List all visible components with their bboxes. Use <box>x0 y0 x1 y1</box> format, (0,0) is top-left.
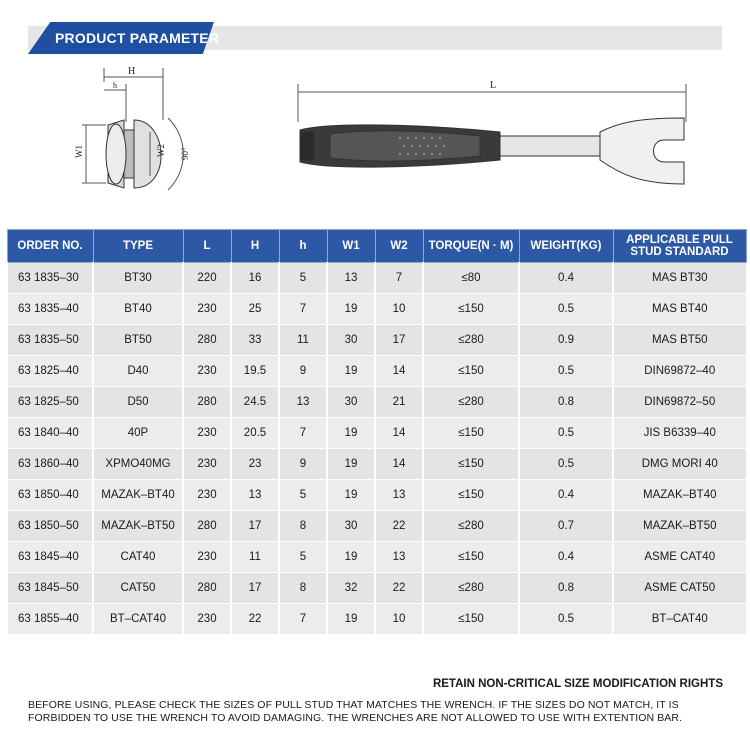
table-cell: DMG MORI 40 <box>613 449 746 480</box>
table-cell: ASME CAT40 <box>613 542 746 573</box>
table-cell: 33 <box>231 325 279 356</box>
table-cell: 40P <box>93 418 183 449</box>
table-cell: ≤150 <box>423 480 519 511</box>
table-cell: 63 1840–40 <box>7 418 93 449</box>
table-cell: 13 <box>375 480 423 511</box>
table-cell: CAT40 <box>93 542 183 573</box>
table-cell: MAZAK–BT50 <box>613 511 746 542</box>
table-cell: 14 <box>375 449 423 480</box>
table-cell: 13 <box>279 387 327 418</box>
table-cell: 13 <box>231 480 279 511</box>
table-cell: 7 <box>279 418 327 449</box>
table-cell: 30 <box>327 387 375 418</box>
table-cell: 0.9 <box>519 325 613 356</box>
table-cell: ≤150 <box>423 449 519 480</box>
table-cell: 10 <box>375 604 423 635</box>
table-cell: ≤280 <box>423 387 519 418</box>
table-cell: CAT50 <box>93 573 183 604</box>
table-cell: 7 <box>279 294 327 325</box>
table-cell: MAS BT30 <box>613 263 746 294</box>
table-cell: 63 1825–40 <box>7 356 93 387</box>
table-cell: 63 1835–30 <box>7 263 93 294</box>
table-cell: ≤150 <box>423 356 519 387</box>
table-cell: 9 <box>279 449 327 480</box>
table-cell: 63 1855–40 <box>7 604 93 635</box>
table-row <box>7 325 746 356</box>
table-cell: ASME CAT50 <box>613 573 746 604</box>
table-cell: MAS BT40 <box>613 294 746 325</box>
column-header: L <box>183 230 231 263</box>
wrench-diagram <box>0 60 750 220</box>
table-cell: 230 <box>183 480 231 511</box>
table-cell: 10 <box>375 294 423 325</box>
table-cell: BT40 <box>93 294 183 325</box>
table-cell: ≤80 <box>423 263 519 294</box>
table-cell: 0.5 <box>519 294 613 325</box>
table-cell: D50 <box>93 387 183 418</box>
table-cell: D40 <box>93 356 183 387</box>
table-row <box>7 418 746 449</box>
spec-table <box>6 229 747 635</box>
table-cell: 63 1845–40 <box>7 542 93 573</box>
table-cell: 19 <box>327 449 375 480</box>
table-row <box>7 573 746 604</box>
table-cell: 19 <box>327 294 375 325</box>
table-cell: 22 <box>375 573 423 604</box>
table-cell: 63 1825–50 <box>7 387 93 418</box>
table-cell: 19 <box>327 480 375 511</box>
table-cell: ≤150 <box>423 418 519 449</box>
table-cell: MAZAK–BT50 <box>93 511 183 542</box>
table-cell: 9 <box>279 356 327 387</box>
column-header: TYPE <box>93 230 183 263</box>
table-cell: 230 <box>183 356 231 387</box>
table-cell: ≤150 <box>423 294 519 325</box>
table-cell: 230 <box>183 542 231 573</box>
table-cell: 17 <box>375 325 423 356</box>
table-cell: 30 <box>327 511 375 542</box>
table-cell: 5 <box>279 542 327 573</box>
table-row <box>7 356 746 387</box>
table-cell: 25 <box>231 294 279 325</box>
table-cell: 0.5 <box>519 449 613 480</box>
page-title: PRODUCT PARAMETER <box>55 30 220 46</box>
table-body <box>7 263 746 635</box>
table-cell: 21 <box>375 387 423 418</box>
table-cell: 0.4 <box>519 263 613 294</box>
table-cell: 32 <box>327 573 375 604</box>
table-cell: 19 <box>327 542 375 573</box>
table-cell: 19 <box>327 604 375 635</box>
table-cell: JIS B6339–40 <box>613 418 746 449</box>
table-cell: 13 <box>375 542 423 573</box>
table-cell: 63 1850–40 <box>7 480 93 511</box>
table-cell: 63 1835–50 <box>7 325 93 356</box>
table-cell: 0.5 <box>519 418 613 449</box>
table-row <box>7 449 746 480</box>
table-cell: 0.4 <box>519 542 613 573</box>
table-cell: 14 <box>375 418 423 449</box>
table-cell: 22 <box>231 604 279 635</box>
table-row <box>7 604 746 635</box>
dim-W1-label: W1 <box>74 145 84 158</box>
table-cell: 19.5 <box>231 356 279 387</box>
column-header: WEIGHT(KG) <box>519 230 613 263</box>
table-cell: 20.5 <box>231 418 279 449</box>
table-row <box>7 480 746 511</box>
table-cell: 280 <box>183 511 231 542</box>
table-cell: 16 <box>231 263 279 294</box>
column-header: ORDER NO. <box>7 230 93 263</box>
table-header-row <box>7 230 746 263</box>
table-cell: 7 <box>279 604 327 635</box>
table-cell: DIN69872–40 <box>613 356 746 387</box>
table-cell: 24.5 <box>231 387 279 418</box>
table-cell: 0.7 <box>519 511 613 542</box>
table-cell: ≤150 <box>423 542 519 573</box>
table-cell: DIN69872–50 <box>613 387 746 418</box>
table-row <box>7 263 746 294</box>
table-cell: 7 <box>375 263 423 294</box>
dim-W2-label: W2 <box>156 144 166 157</box>
table-cell: 0.4 <box>519 480 613 511</box>
table-cell: 230 <box>183 449 231 480</box>
table-cell: 0.8 <box>519 387 613 418</box>
table-cell: 23 <box>231 449 279 480</box>
table-cell: 280 <box>183 325 231 356</box>
usage-warning: BEFORE USING, PLEASE CHECK THE SIZES OF PULL STUD THAT MATCHES THE WRENCH. IF THE SIZES DO NOT MATCH, IT IS FORBIDDEN TO USE THE WRENCH TO AVOID DAMAGING. THE WRENCHES ARE NOT ALLOWED TO USE WITH EXTENTION BAR. <box>28 699 683 724</box>
column-header: TORQUE(N · M) <box>423 230 519 263</box>
table-cell: 30 <box>327 325 375 356</box>
dim-H-label: H <box>128 66 136 77</box>
table-cell: 19 <box>327 418 375 449</box>
table-row <box>7 294 746 325</box>
table-cell: 230 <box>183 294 231 325</box>
table-cell: 8 <box>279 573 327 604</box>
table-row <box>7 511 746 542</box>
dim-h-label: h <box>113 81 117 90</box>
table-cell: MAS BT50 <box>613 325 746 356</box>
table-cell: BT30 <box>93 263 183 294</box>
table-cell: 0.5 <box>519 356 613 387</box>
table-cell: MAZAK–BT40 <box>613 480 746 511</box>
table-cell: XPMO40MG <box>93 449 183 480</box>
table-cell: 280 <box>183 387 231 418</box>
table-cell: MAZAK–BT40 <box>93 480 183 511</box>
dim-L-label: L <box>490 80 497 91</box>
retain-rights-note: RETAIN NON-CRITICAL SIZE MODIFICATION RIGHTS <box>432 678 723 690</box>
table-cell: BT–CAT40 <box>93 604 183 635</box>
table-cell: ≤280 <box>423 573 519 604</box>
table-cell: 0.8 <box>519 573 613 604</box>
table-cell: BT–CAT40 <box>613 604 746 635</box>
table-cell: 17 <box>231 511 279 542</box>
table-cell: 0.5 <box>519 604 613 635</box>
table-cell: 230 <box>183 418 231 449</box>
table-cell: 19 <box>327 356 375 387</box>
table-row <box>7 542 746 573</box>
table-cell: 11 <box>231 542 279 573</box>
table-cell: 5 <box>279 263 327 294</box>
table-cell: 63 1845–50 <box>7 573 93 604</box>
table-cell: 8 <box>279 511 327 542</box>
table-cell: BT50 <box>93 325 183 356</box>
table-cell: 63 1860–40 <box>7 449 93 480</box>
column-header: h <box>279 230 327 263</box>
table-cell: 11 <box>279 325 327 356</box>
pull-stud-side-view <box>82 68 183 190</box>
table-cell: ≤150 <box>423 604 519 635</box>
table-cell: 22 <box>375 511 423 542</box>
table-cell: ≤280 <box>423 511 519 542</box>
table-cell: 63 1835–40 <box>7 294 93 325</box>
table-cell: 220 <box>183 263 231 294</box>
column-header: H <box>231 230 279 263</box>
dim-angle-label: 90° <box>180 147 190 160</box>
table-cell: 5 <box>279 480 327 511</box>
table-cell: 230 <box>183 604 231 635</box>
wrench-top-view <box>298 84 686 184</box>
column-header: W1 <box>327 230 375 263</box>
table-cell: 13 <box>327 263 375 294</box>
column-header: APPLICABLE PULL STUD STANDARD <box>613 230 746 263</box>
table-cell: 14 <box>375 356 423 387</box>
table-row <box>7 387 746 418</box>
table-cell: 280 <box>183 573 231 604</box>
table-cell: ≤280 <box>423 325 519 356</box>
table-cell: 63 1850–50 <box>7 511 93 542</box>
table-cell: 17 <box>231 573 279 604</box>
column-header: W2 <box>375 230 423 263</box>
